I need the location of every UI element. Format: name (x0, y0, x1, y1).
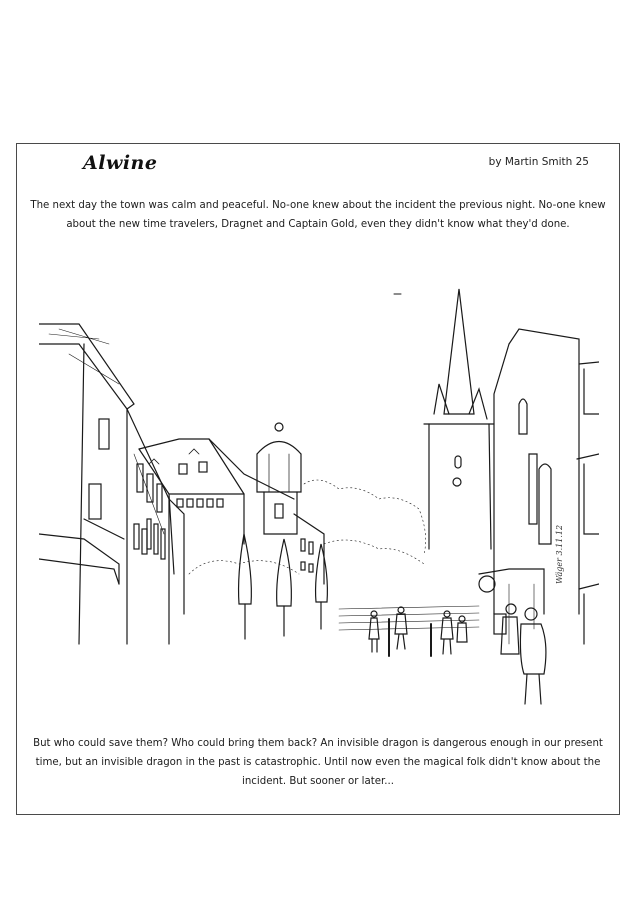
story-title: Alwine (83, 152, 158, 174)
byline: by Martin Smith 25 (488, 156, 589, 168)
church-spire (424, 289, 494, 549)
artist-signature: Wäger 3.11.12 (555, 524, 564, 584)
comic-page-frame (16, 143, 620, 815)
town-street-illustration (39, 284, 599, 714)
narration-top: The next day the town was calm and peaceful. No-one knew about the incident the previous night. No-one knew about the new time travelers, Dragnet and Captain Gold, even they didn't know what they'd done. (30, 200, 606, 230)
narration-bottom: But who could save them? Who could bring them back? An invisible dragon is dangerous enough in our present time, but an invisible dragon in the past is catastrophic. Until now even the magical folk didn't know about the incident. But sooner or later... (33, 738, 603, 787)
closed-parasols (239, 534, 328, 639)
pedestrians (369, 604, 546, 704)
domed-tower (257, 423, 324, 584)
right-buildings (479, 329, 599, 644)
